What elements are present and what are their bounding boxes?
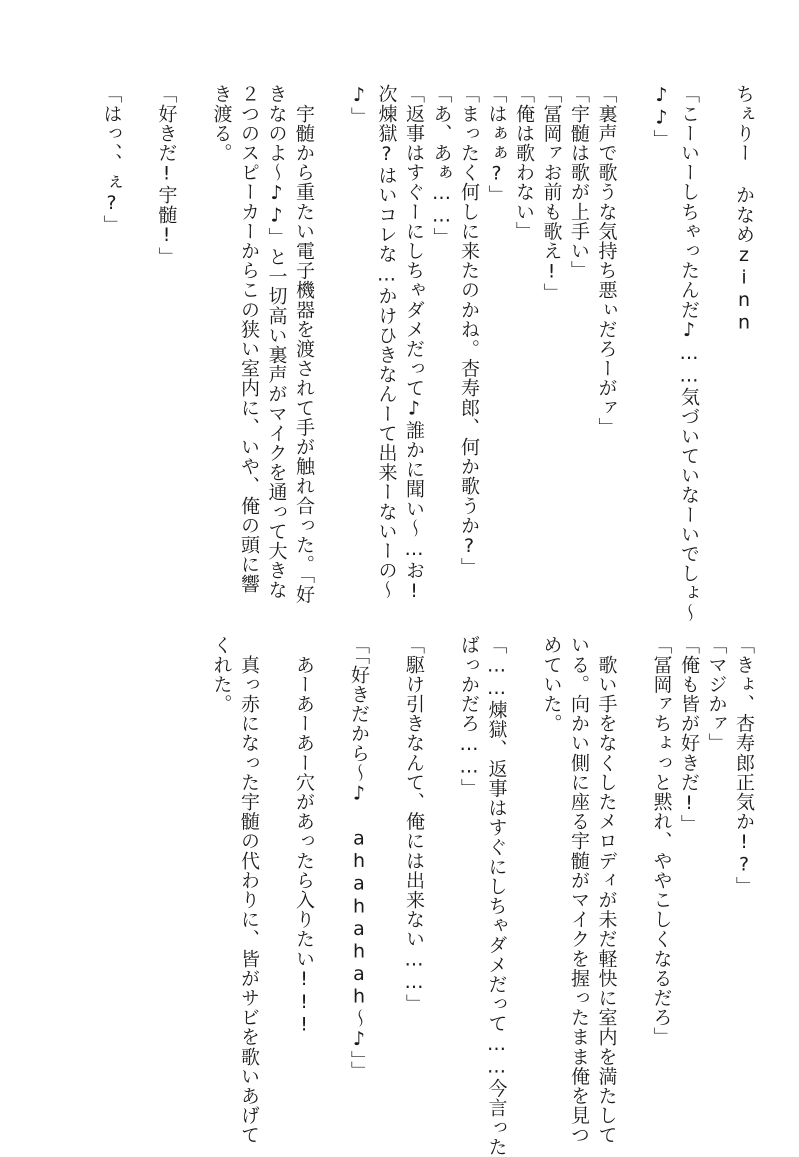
text-line: ばっかだろ……」 [458, 635, 480, 798]
text-line [125, 84, 153, 604]
text-line: いる。向かい側に座る宇髄がマイクを握ったまま俺を見つ [568, 635, 590, 1145]
text-line: 「冨岡ァちょっと黙れ、ややこしくなるだろ」 [650, 635, 673, 1047]
text-line [620, 635, 648, 1105]
text-line [427, 635, 455, 1105]
text-line: 宇髄から重たい電子機器を渡されて手が触れ合った。「好 [293, 84, 315, 604]
text-line: 「裏声で歌うな気持ち悪ぃだろーがァ」 [595, 84, 618, 437]
text-line [317, 635, 345, 1105]
text-line: ♪♪」 [650, 84, 673, 149]
text-line: 「「好きだから～♪ ahahahah～♪」」 [348, 635, 370, 1081]
text-line: 「はっ、、ぇ?」 [100, 84, 123, 235]
text-line: 「宇髄は歌が上手い」 [568, 84, 590, 280]
text-line: 「きょ、杏寿郎正気か!?」 [733, 635, 755, 896]
text-line: きなのよ～♪♪」と一切高い裏声がマイクを通って大きな [265, 84, 288, 600]
upper-text-column-block [97, 84, 757, 623]
text-line: 「俺は歌わない」 [513, 84, 535, 241]
text-line: めていた。 [540, 635, 563, 733]
text-line: ちぇりー かなめzinn [733, 84, 755, 335]
text-line [317, 84, 345, 604]
text-line: 歌い手をなくしたメロディが未だ軽快に室内を満たして [595, 635, 618, 1145]
text-line: 「俺も皆が好きだ!」 [678, 635, 700, 834]
text-line: 「こーいーしちゃったんだ♪……気づいていなーいでしょ～ [678, 84, 700, 623]
text-line [702, 84, 730, 604]
text-line: ２つのスピーカーからこの狭い室内に、いや、俺の頭に響 [238, 84, 260, 594]
text-line: 「まったく何しに来たのかね。杏寿郎、何か歌うか?」 [458, 84, 480, 577]
text-line: 「駆け引きなんて、俺には出来ない……」 [403, 635, 425, 1014]
text-line: くれた。 [210, 635, 233, 714]
text-line: 「マジかァ」 [705, 635, 728, 753]
text-line: 「返事はすぐーにしちゃダメだって♪誰かに聞い～…お! [403, 84, 425, 603]
text-line [262, 635, 290, 1105]
text-line: 「あ、あぁ……」 [430, 84, 453, 247]
text-line [620, 84, 648, 604]
text-line [180, 84, 208, 604]
text-line: 次煉獄?はいコレな…かけひきなんーて出来ーないーの～ [375, 84, 398, 600]
lower-text-column-block [207, 635, 757, 1157]
text-line [372, 635, 400, 1105]
text-line [510, 635, 538, 1105]
text-line: 「はぁぁ?」 [485, 84, 508, 205]
text-line: 「好きだ!宇髄!」 [155, 84, 178, 267]
text-line: き渡る。 [210, 84, 233, 163]
text-line: ♪」 [348, 84, 370, 127]
text-line: あーあーあー穴があったら入りたい!!! [293, 635, 315, 1036]
text-line: 真っ赤になった宇髄の代わりに、皆がサビを歌いあげて [238, 635, 260, 1145]
text-line: 「冨岡ァお前も歌え!」 [540, 84, 563, 303]
text-line: 「……煉獄、返事はすぐにしちゃダメだって……今言った [485, 635, 508, 1157]
